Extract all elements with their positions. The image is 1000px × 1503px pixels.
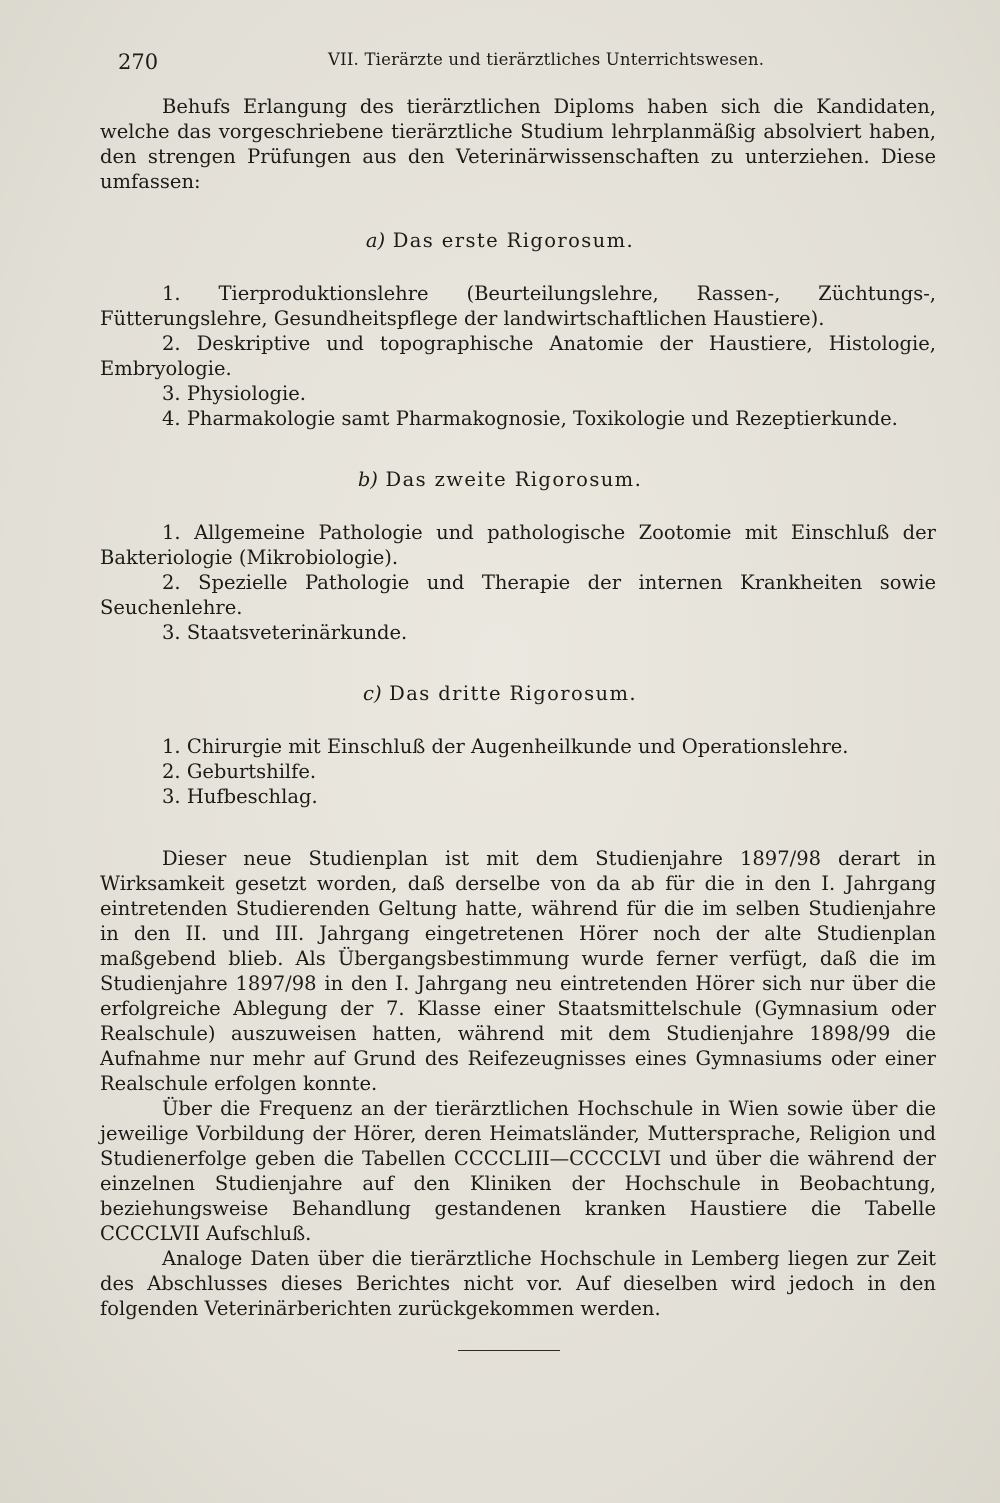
item-number: 1. [162,521,181,544]
item-text: Pharmakologie samt Pharmakognosie, Toxikologie und Rezeptierkunde. [186,407,898,430]
list-item [100,406,936,431]
item-text: Allgemeine Pathologie und pathologische Zootomie mit Einschluß der Bakteriologie (Mikrobiologie). [100,521,937,569]
item-number: 4. [162,407,181,430]
list-item [100,570,936,620]
list-item [100,734,936,759]
item-text: Geburtshilfe. [186,760,317,783]
section-list-a [100,281,936,431]
section-heading-c [0,682,1000,705]
running-title: VII. Tierärzte und tierärztliches Unterrichtswesen. [328,50,765,69]
section-label: a) [365,229,386,252]
item-number: 2. [162,760,181,783]
section-title: Das zweite Rigorosum. [385,468,643,491]
list-item [100,784,936,809]
item-number: 3. [162,785,181,808]
section-title: Das dritte Rigorosum. [389,682,637,705]
end-rule [458,1350,560,1351]
list-item [100,620,936,645]
item-text: Deskriptive und topographische Anatomie der Haustiere, Histologie, Embryologie. [100,332,936,380]
list-item [100,520,936,570]
item-text: Spezielle Pathologie und Therapie der internen Krankheiten sowie Seuchenlehre. [100,571,937,619]
intro-paragraph-block [100,94,936,194]
closing-paragraph-1: Dieser neue Studienplan ist mit dem Studienjahre 1897/98 derart in Wirksamkeit gesetzt worden, daß derselbe von da ab für die in den I. Jahrgang eintretenden Studierenden Geltung hatte, während für die im selben Studienjahre in den II. und III. Jahrgang eingetretenen Hörer noch der alte Studienplan maßgebend blieb. Als Übergangsbestimmung wurde ferner verfügt, daß die im Studienjahre 1897/98 in den I. Jahrgang neu eintretenden Hörer sich nur über die erfolgreiche Ablegung der 7. Klasse einer Staatsmittelschule (Gymnasium oder Realschule) auszuweisen hatten, während mit dem Studienjahre 1898/99 die Aufnahme nur mehr auf Grund des Reifezeugnisses eines Gymnasiums oder einer Realschule erfolgen konnte. [100,847,936,1095]
section-label: b) [357,468,378,491]
list-item [100,759,936,784]
page-number: 270 [118,50,159,74]
item-number: 1. [162,735,181,758]
closing-paragraph-3: Analoge Daten über die tierärztliche Hochschule in Lemberg liegen zur Zeit des Abschlusses dieses Berichtes nicht vor. Auf dieselben wird jedoch in den folgenden Veterinärberichten zurückgekommen werden. [100,1247,936,1320]
closing-text [100,846,936,1321]
item-number: 2. [162,332,181,355]
section-heading-a [0,229,1000,252]
section-title: Das erste Rigorosum. [392,229,635,252]
item-text: Hufbeschlag. [186,785,318,808]
section-heading-b [0,468,1000,491]
item-text: Chirurgie mit Einschluß der Augenheilkunde und Operationslehre. [186,735,849,758]
item-number: 3. [162,621,181,644]
list-item [100,381,936,406]
item-number: 1. [162,282,181,305]
item-text: Tierproduktionslehre (Beurteilungslehre, Rassen-, Züchtungs-, Fütterungslehre, Gesundheitspflege der landwirtschaftlichen Haustiere). [100,282,936,330]
section-list-b [100,520,936,645]
list-item [100,331,936,381]
item-text: Staatsveterinärkunde. [186,621,408,644]
closing-paragraph-2: Über die Frequenz an der tierärztlichen Hochschule in Wien sowie über die jeweilige Vorbildung der Hörer, deren Heimatsländer, Muttersprache, Religion und Studienerfolge geben die Tabellen CCCCLIII—CCCCLVI und über die während der einzelnen Studienjahre auf den Kliniken der Hochschule in Beobachtung, beziehungsweise Behandlung gestandenen kranken Haustiere die Tabelle CCCCLVII Aufschluß. [100,1097,936,1245]
section-list-c [100,734,936,809]
intro-paragraph: Behufs Erlangung des tierärztlichen Diploms haben sich die Kandidaten, welche das vorgeschriebene tierärztliche Studium lehrplanmäßig absolviert haben, den strengen Prüfungen aus den Veterinärwissenschaften zu unterziehen. Diese umfassen: [100,95,936,193]
page-header [118,46,958,76]
item-number: 3. [162,382,181,405]
list-item [100,281,936,331]
item-text: Physiologie. [186,382,306,405]
section-label: c) [363,682,382,705]
item-number: 2. [162,571,181,594]
